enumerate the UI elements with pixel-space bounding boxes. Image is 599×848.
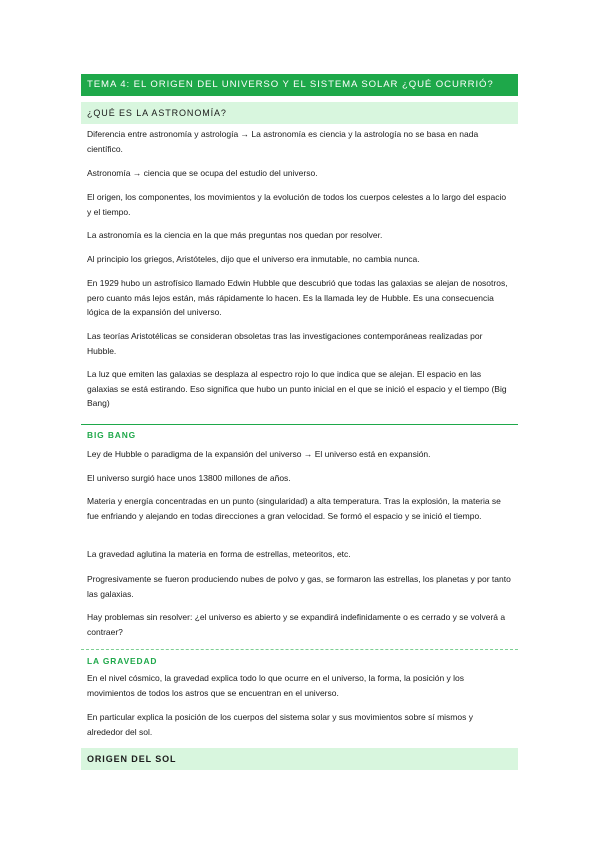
section-divider xyxy=(81,649,518,650)
paragraph: En 1929 hubo un astrofísico llamado Edwin Hubble que descubrió que todas las galaxias se alejan de nosotros, pero cuanto más lejos están, más rápidamente lo hacen. Es la llamada ley de Hubble. Es una consecuencia lógica de la expansión del universo. xyxy=(87,278,508,317)
section-heading-astronomia: ¿QUÉ ES LA ASTRONOMÍA? xyxy=(81,102,518,124)
paragraph: En el nivel cósmico, la gravedad explica todo lo que ocurre en el universo, la forma, la posición y los movimientos de todos los astros que se encuentran en el universo. xyxy=(87,673,465,698)
section-heading-gravedad: LA GRAVEDAD xyxy=(87,656,158,666)
paragraph: En particular explica la posición de los cuerpos del sistema solar y sus movimientos sobre sí mismos y alrededor del sol. xyxy=(87,712,473,737)
section-divider xyxy=(81,424,518,425)
paragraph: Al principio los griegos, Aristóteles, dijo que el universo era inmutable, no cambia nunca. xyxy=(87,254,420,264)
paragraph: La gravedad aglutina la materia en forma de estrellas, meteoritos, etc. xyxy=(87,549,351,559)
paragraph: Materia y energía concentradas en un punto (singularidad) a alta temperatura. Tras la explosión, la materia se fue enfriando y alejando en todas direcciones a gran velocidad. Se formó el espacio y se inició el tiempo. xyxy=(87,496,501,521)
section-heading-big-bang: BIG BANG xyxy=(87,430,137,440)
paragraph: Las teorías Aristotélicas se consideran obsoletas tras las investigaciones contemporáneas realizadas por Hubble. xyxy=(87,331,483,356)
paragraph: La luz que emiten las galaxias se desplaza al espectro rojo lo que indica que se alejan. El espacio en las galaxias se está estirando. Eso significa que hubo un punto inicial en el que se inició el espacio y el tiempo (Big Bang) xyxy=(87,369,507,408)
paragraph: El universo surgió hace unos 13800 millones de años. xyxy=(87,473,291,483)
document-title: TEMA 4: EL ORIGEN DEL UNIVERSO Y EL SISTEMA SOLAR ¿QUÉ OCURRIÓ? xyxy=(81,74,518,96)
paragraph: Diferencia entre astronomía y astrología → La astronomía es ciencia y la astrología no se basa en nada científico. xyxy=(87,129,479,154)
paragraph: Hay problemas sin resolver: ¿el universo es abierto y se expandirá indefinidamente o es cerrado y se volverá a contraer? xyxy=(87,612,506,637)
section-heading-origen-sol: ORIGEN DEL SOL xyxy=(81,748,518,770)
paragraph: La astronomía es la ciencia en la que más preguntas nos quedan por resolver. xyxy=(87,230,383,240)
paragraph: Progresivamente se fueron produciendo nubes de polvo y gas, se formaron las estrellas, los planetas y por tanto las galaxias. xyxy=(87,574,511,599)
paragraph: Astronomía → ciencia que se ocupa del estudio del universo. xyxy=(87,168,318,178)
paragraph: Ley de Hubble o paradigma de la expansión del universo → El universo está en expansión. xyxy=(87,449,431,459)
paragraph: El origen, los componentes, los movimientos y la evolución de todos los cuerpos celestes a lo largo del espacio y el tiempo. xyxy=(87,192,507,217)
